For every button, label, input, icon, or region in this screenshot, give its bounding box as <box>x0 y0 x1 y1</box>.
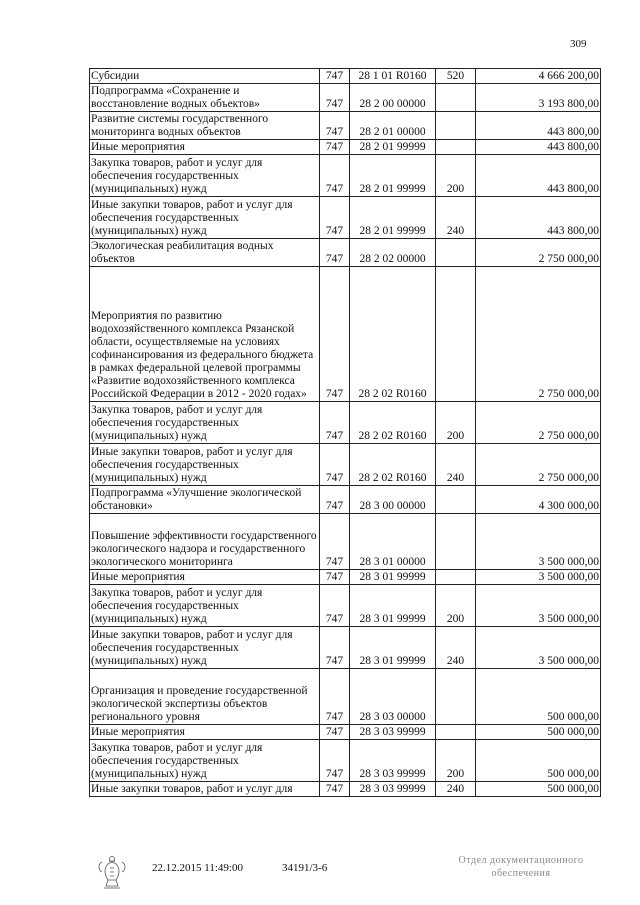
row-amount-cell: 2 750 000,00 <box>476 239 601 267</box>
table-row <box>90 69 601 84</box>
row-name-cell: Закупка товаров, работ и услуг для обеспечения государственных (муниципальных) нужд <box>90 585 320 627</box>
row-amount-cell: 500 000,00 <box>476 725 601 740</box>
row-code-cell: 28 2 01 00000 <box>350 112 436 140</box>
row-type-cell: 240 <box>436 444 476 486</box>
row-name-cell: Подпрограмма «Улучшение экологической обстановки» <box>90 486 320 514</box>
row-code-cell: 28 3 01 00000 <box>350 514 436 570</box>
row-type-cell <box>436 725 476 740</box>
row-code-cell: 28 3 03 99999 <box>350 725 436 740</box>
table-row <box>90 239 601 267</box>
row-amount-cell: 4 300 000,00 <box>476 486 601 514</box>
row-type-cell <box>436 140 476 155</box>
coat-of-arms-icon <box>92 852 132 892</box>
page-footer <box>0 852 640 902</box>
table-row <box>90 725 601 740</box>
row-type-cell <box>436 669 476 725</box>
row-name-cell: Организация и проведение государственной экологической экспертизы объектов регионального уровня <box>90 669 320 725</box>
department-stamp: Отдел документационного обеспечения <box>458 855 584 879</box>
row-gov-cell: 747 <box>320 112 350 140</box>
row-amount-cell: 443 800,00 <box>476 140 601 155</box>
row-gov-cell: 747 <box>320 585 350 627</box>
row-type-cell: 240 <box>436 627 476 669</box>
table-row <box>90 112 601 140</box>
row-name-cell: Закупка товаров, работ и услуг для обеспечения государственных (муниципальных) нужд <box>90 155 320 197</box>
table-row <box>90 782 601 797</box>
row-name-cell: Иные мероприятия <box>90 570 320 585</box>
row-type-cell <box>436 84 476 112</box>
row-gov-cell: 747 <box>320 570 350 585</box>
row-type-cell <box>436 267 476 402</box>
row-name-cell: Экологическая реабилитация водных объектов <box>90 239 320 267</box>
row-code-cell: 28 2 01 99999 <box>350 155 436 197</box>
budget-table-body <box>90 69 601 797</box>
row-gov-cell: 747 <box>320 486 350 514</box>
row-gov-cell: 747 <box>320 69 350 84</box>
row-gov-cell: 747 <box>320 627 350 669</box>
row-gov-cell: 747 <box>320 84 350 112</box>
row-code-cell: 28 3 01 99999 <box>350 570 436 585</box>
row-amount-cell: 443 800,00 <box>476 155 601 197</box>
row-gov-cell: 747 <box>320 669 350 725</box>
row-amount-cell: 500 000,00 <box>476 669 601 725</box>
row-amount-cell: 500 000,00 <box>476 782 601 797</box>
row-type-cell: 200 <box>436 740 476 782</box>
row-gov-cell: 747 <box>320 239 350 267</box>
row-type-cell: 200 <box>436 402 476 444</box>
row-name-cell: Иные закупки товаров, работ и услуг для обеспечения государственных (муниципальных) нужд <box>90 197 320 239</box>
row-name-cell: Закупка товаров, работ и услуг для обеспечения государственных (муниципальных) нужд <box>90 402 320 444</box>
row-name-cell: Субсидии <box>90 69 320 84</box>
row-amount-cell: 500 000,00 <box>476 740 601 782</box>
row-amount-cell: 2 750 000,00 <box>476 444 601 486</box>
row-code-cell: 28 3 03 00000 <box>350 669 436 725</box>
row-name-cell: Развитие системы государственного мониторинга водных объектов <box>90 112 320 140</box>
row-name-cell: Иные закупки товаров, работ и услуг для обеспечения государственных (муниципальных) нужд <box>90 444 320 486</box>
table-row <box>90 669 601 725</box>
footer-datetime: 22.12.2015 11:49:00 <box>152 862 243 874</box>
table-row <box>90 402 601 444</box>
row-type-cell: 200 <box>436 155 476 197</box>
row-code-cell: 28 2 02 R0160 <box>350 444 436 486</box>
row-gov-cell: 747 <box>320 514 350 570</box>
row-code-cell: 28 2 01 99999 <box>350 140 436 155</box>
row-amount-cell: 3 193 800,00 <box>476 84 601 112</box>
row-name-cell: Подпрограмма «Сохранение и восстановление водных объектов» <box>90 84 320 112</box>
row-code-cell: 28 3 01 99999 <box>350 627 436 669</box>
table-row <box>90 155 601 197</box>
footer-doc-number: 34191/3-6 <box>282 862 328 874</box>
row-amount-cell: 3 500 000,00 <box>476 570 601 585</box>
page-number: 309 <box>570 38 587 50</box>
row-gov-cell: 747 <box>320 267 350 402</box>
row-type-cell: 240 <box>436 197 476 239</box>
row-code-cell: 28 3 01 99999 <box>350 585 436 627</box>
row-amount-cell: 4 666 200,00 <box>476 69 601 84</box>
row-name-cell: Иные мероприятия <box>90 140 320 155</box>
row-code-cell: 28 2 02 00000 <box>350 239 436 267</box>
table-row <box>90 140 601 155</box>
row-code-cell: 28 2 02 R0160 <box>350 402 436 444</box>
row-type-cell <box>436 486 476 514</box>
table-row <box>90 267 601 402</box>
table-row <box>90 627 601 669</box>
row-type-cell <box>436 570 476 585</box>
row-code-cell: 28 3 03 99999 <box>350 782 436 797</box>
row-gov-cell: 747 <box>320 444 350 486</box>
row-name-cell: Повышение эффективности государственного экологического надзора и государственного экологического мониторинга <box>90 514 320 570</box>
table-row <box>90 486 601 514</box>
row-amount-cell: 3 500 000,00 <box>476 514 601 570</box>
row-name-cell: Иные закупки товаров, работ и услуг для обеспечения государственных (муниципальных) нужд <box>90 627 320 669</box>
table-row <box>90 570 601 585</box>
row-type-cell: 240 <box>436 782 476 797</box>
budget-table <box>89 68 601 797</box>
row-gov-cell: 747 <box>320 782 350 797</box>
row-name-cell: Закупка товаров, работ и услуг для обеспечения государственных (муниципальных) нужд <box>90 740 320 782</box>
row-code-cell: 28 3 00 00000 <box>350 486 436 514</box>
row-amount-cell: 443 800,00 <box>476 112 601 140</box>
row-code-cell: 28 2 01 99999 <box>350 197 436 239</box>
row-code-cell: 28 3 03 99999 <box>350 740 436 782</box>
row-code-cell: 28 2 02 R0160 <box>350 267 436 402</box>
row-type-cell <box>436 239 476 267</box>
row-type-cell <box>436 112 476 140</box>
table-row <box>90 740 601 782</box>
row-type-cell: 200 <box>436 585 476 627</box>
row-code-cell: 28 2 00 00000 <box>350 84 436 112</box>
row-amount-cell: 2 750 000,00 <box>476 267 601 402</box>
row-gov-cell: 747 <box>320 402 350 444</box>
row-amount-cell: 3 500 000,00 <box>476 627 601 669</box>
row-code-cell: 28 1 01 R0160 <box>350 69 436 84</box>
row-gov-cell: 747 <box>320 725 350 740</box>
table-row <box>90 197 601 239</box>
row-name-cell: Иные мероприятия <box>90 725 320 740</box>
table-row <box>90 444 601 486</box>
row-name-cell: Мероприятия по развитию водохозяйственного комплекса Рязанской области, осуществляемые на условиях софинансирования из федерального бюджета в рамках федеральной целевой программы «Развитие водохозяйственного комплекса Российской Федерации в 2012 - 2020 годах» <box>90 267 320 402</box>
row-gov-cell: 747 <box>320 155 350 197</box>
row-type-cell: 520 <box>436 69 476 84</box>
row-amount-cell: 443 800,00 <box>476 197 601 239</box>
row-type-cell <box>436 514 476 570</box>
row-gov-cell: 747 <box>320 740 350 782</box>
row-gov-cell: 747 <box>320 140 350 155</box>
row-name-cell: Иные закупки товаров, работ и услуг для <box>90 782 320 797</box>
row-amount-cell: 3 500 000,00 <box>476 585 601 627</box>
row-gov-cell: 747 <box>320 197 350 239</box>
table-row <box>90 84 601 112</box>
table-row <box>90 514 601 570</box>
table-row <box>90 585 601 627</box>
row-amount-cell: 2 750 000,00 <box>476 402 601 444</box>
